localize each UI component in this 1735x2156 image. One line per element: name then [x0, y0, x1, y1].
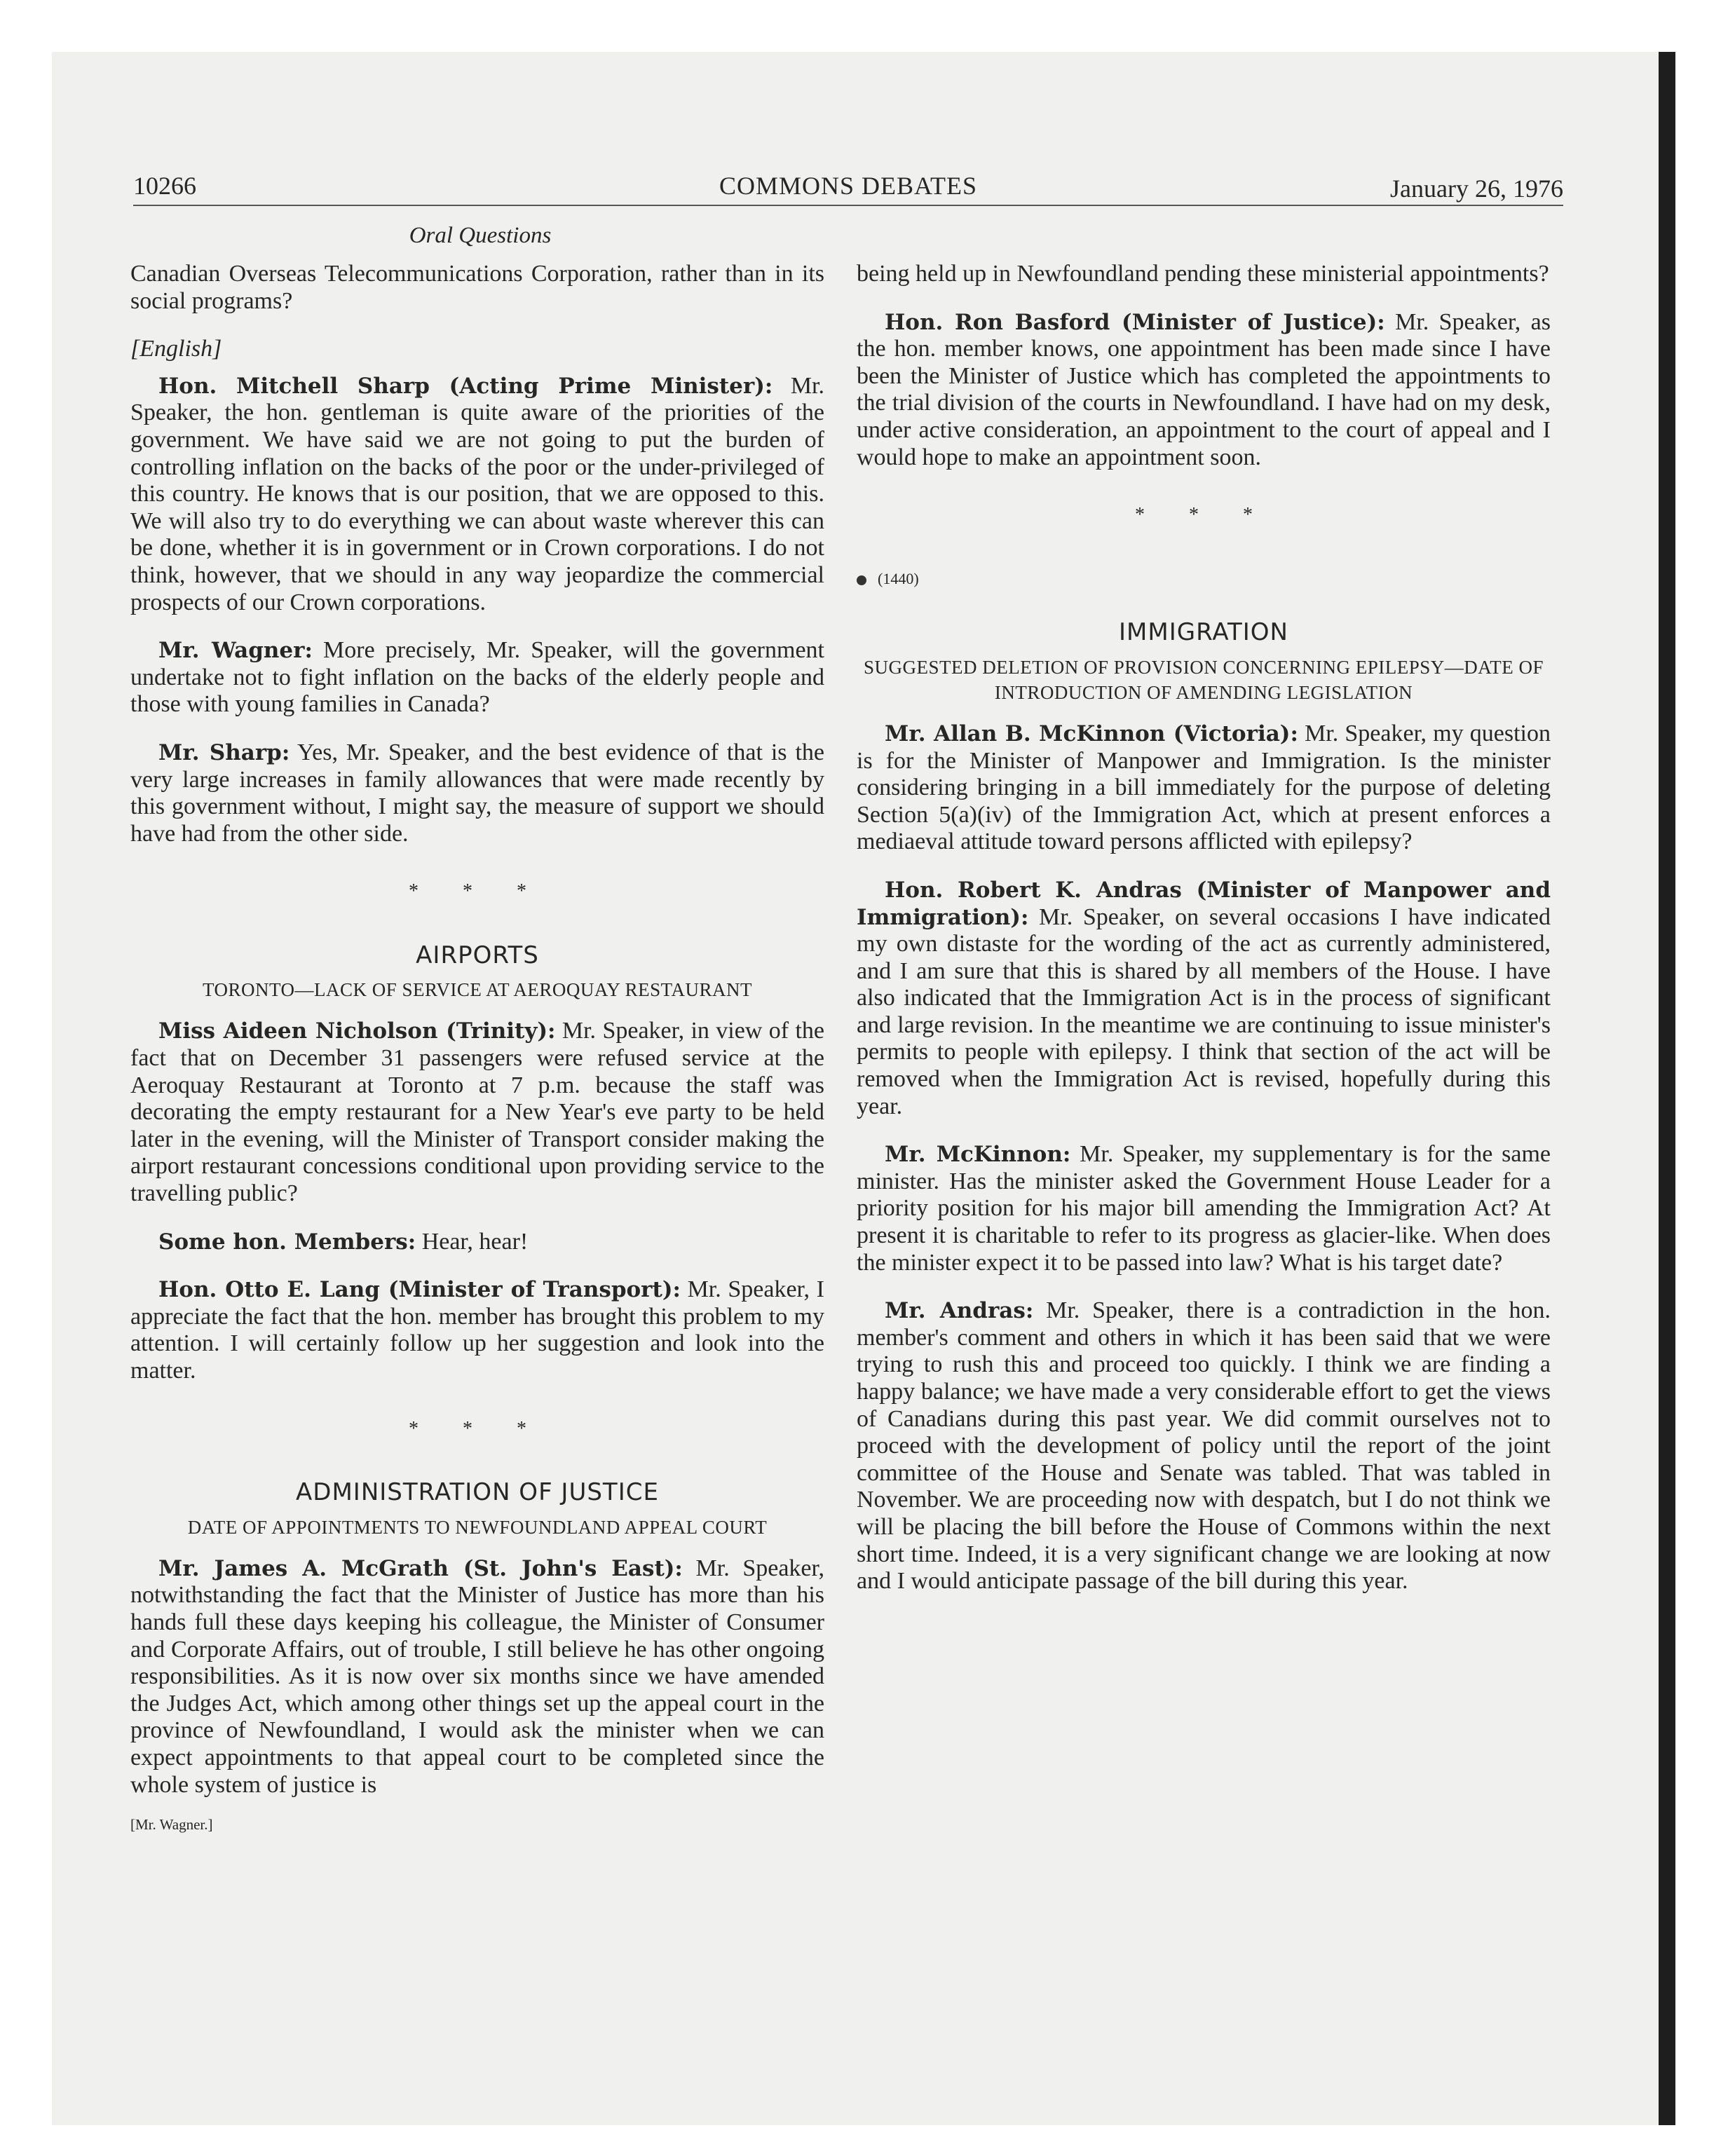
paragraph — [857, 721, 1551, 856]
speech-text: Hear, hear! — [416, 1228, 529, 1255]
section-subtitle: SUGGESTED DELETION OF PROVISION CONCERNING EPILEPSY—DATE OF INTRODUCTION OF AMENDING LEGISLATION — [863, 656, 1544, 703]
paragraph — [130, 1018, 824, 1207]
speaker-name: Mr. McKinnon: — [885, 1142, 1071, 1168]
paragraph: Canadian Overseas Telecommunications Corporation, rather than in its social programs? — [130, 261, 824, 314]
language-marker: [English] — [130, 336, 222, 362]
speech-text: Mr. Speaker, as the hon. member knows, one appointment has been made since I have been the Minister of Justice which has completed the appointments to the trial division of the courts in Newfoundland. I have had on my desk, under active consideration, an appointment to the court of appeal and I would hope to make an appointment soon. — [857, 308, 1551, 470]
paragraph — [857, 877, 1551, 1120]
paragraph — [130, 637, 824, 718]
publication-date: January 26, 1976 — [1390, 175, 1563, 203]
paragraph — [857, 1297, 1551, 1595]
section-title: ADMINISTRATION OF JUSTICE — [296, 1478, 659, 1507]
speaker-name: Mr. Allan B. McKinnon (Victoria): — [885, 721, 1298, 746]
speech-text: Mr. Speaker, I appreciate the fact that the hon. member has brought this problem to my attention. I will certainly follow up her suggestion and look into the matter. — [130, 1276, 824, 1384]
speaker-name: Mr. Sharp: — [158, 739, 290, 765]
section-separator: * * * — [409, 880, 546, 903]
time-marker-text: (1440) — [878, 569, 919, 587]
scan-edge-bar — [1659, 52, 1675, 2125]
speech-text: More precisely, Mr. Speaker, will the government undertake not to fight inflation on the backs of the elderly people and those with young families in Canada? — [130, 637, 824, 718]
paragraph — [857, 309, 1551, 472]
section-subtitle: TORONTO—LACK OF SERVICE AT AEROQUAY RESTAURANT — [202, 979, 752, 1001]
speaker-name: Hon. Robert K. Andras (Minister of Manpower and Immigration): — [857, 877, 1551, 930]
paragraph — [130, 1229, 824, 1256]
section-subtitle: DATE OF APPOINTMENTS TO NEWFOUNDLAND APPEAL COURT — [187, 1516, 768, 1538]
paragraph — [130, 1555, 824, 1799]
footnote: [Mr. Wagner.] — [130, 1816, 213, 1834]
section-title: IMMIGRATION — [1119, 618, 1288, 647]
speech-text: Mr. Speaker, the hon. gentleman is quite aware of the priorities of the government. We have said we are not going to put the burden of controlling inflation on the backs of the poor or the under-privileged of this country. He knows that is our position, that we are opposed to this. We will also try to do everything we can about waste wherever this can be done, whether it is in government or in Crown corporations. I do not think, however, that we should in any way jeopardize the commercial prospects of our Crown corporations. — [130, 372, 824, 615]
speaker-name: Hon. Ron Basford (Minister of Justice): — [885, 309, 1385, 335]
paragraph: being held up in Newfoundland pending these ministerial appointments? — [857, 261, 1549, 287]
paragraph — [857, 1141, 1551, 1276]
speaker-name: Hon. Mitchell Sharp (Acting Prime Minister): — [158, 373, 773, 399]
paragraph — [130, 1276, 824, 1384]
speech-text: Mr. Speaker, notwithstanding the fact that the Minister of Justice has more than his hands full these days keeping his colleague, the Minister of Consumer and Corporate Affairs, out of trouble, I still believe he has other ongoing responsibilities. As it is now over six months since we have amended the Judges Act, which among other things set up the appeal court in the province of Newfoundland, I would ask the minister when we can expect appointments to that appeal court to be completed since the whole system of justice is — [130, 1555, 824, 1798]
bullet-dot-icon — [857, 575, 866, 585]
publication-title: COMMONS DEBATES — [719, 172, 978, 200]
left-column — [130, 261, 824, 1860]
section-title: AIRPORTS — [416, 941, 539, 969]
speech-text: Yes, Mr. Speaker, and the best evidence of that is the very large increases in family allowances that were made recently by this government without, I might say, the measure of support we should have had from the other side. — [130, 739, 824, 847]
section-separator: * * * — [409, 1417, 546, 1440]
speaker-name: Hon. Otto E. Lang (Minister of Transport): — [158, 1277, 681, 1303]
speaker-name: Some hon. Members: — [158, 1229, 416, 1255]
time-marker — [857, 566, 1551, 593]
running-subhead: Oral Questions — [409, 223, 552, 248]
speaker-name: Mr. Wagner: — [158, 638, 313, 664]
right-column — [857, 261, 1551, 1616]
page-number: 10266 — [133, 172, 196, 200]
speech-text: Mr. Speaker, on several occasions I have indicated my own distaste for the wording of the act as currently administered, and I am sure that this is shared by all members of the House. I have also indicated that the Immigration Act is in the process of significant and large revision. In the meantime we are continuing to issue minister's permits to people with epilepsy. I think that section of the act will be removed when the Immigration Act is revised, hopefully during this year. — [857, 903, 1551, 1119]
speech-text: Mr. Speaker, there is a contradiction in the hon. member's comment and others in which it has been said that we were trying to rush this and proceed too quickly. I think we are finding a happy balance; we have made a very considerable effort to get the views of Canadians during this past year. We did commit ourselves not to proceed with the development of policy until the report of the joint committee of the House and Senate was tabled. That was tabled in November. We are proceeding now with despatch, but I do not think we will be placing the bill before the House of Commons within the next short time. Indeed, it is a very significant change we are looking at now and I would anticipate passage of the bill during this year. — [857, 1297, 1551, 1595]
speaker-name: Mr. Andras: — [885, 1298, 1034, 1324]
speech-text: Mr. Speaker, my question is for the Minister of Manpower and Immigration. Is the minister considering bringing in a bill immediately for the purpose of deleting Section 5(a)(iv) of the Immigration Act, which at present enforces a mediaeval attitude toward persons afflicted with epilepsy? — [857, 720, 1551, 855]
speech-text: Mr. Speaker, in view of the fact that on December 31 passengers were refused service at the Aeroquay Restaurant at Toronto at 7 p.m. because the staff was decorating the empty restaurant for a New Year's eve party to be held later in the evening, will the Minister of Transport consider making the airport restaurant concessions conditional upon providing service to the travelling public? — [130, 1018, 824, 1207]
paragraph — [130, 373, 824, 616]
speech-text: Mr. Speaker, my supplementary is for the same minister. Has the minister asked the Government House Leader for a priority position for his major bill amending the Immigration Act? At present it is charitable to refer to its progress as glacier-like. When does the minister expect it to be passed into law? What is his target date? — [857, 1141, 1551, 1276]
speaker-name: Mr. James A. McGrath (St. John's East): — [158, 1555, 683, 1581]
speaker-name: Miss Aideen Nicholson (Trinity): — [158, 1018, 556, 1044]
paragraph — [130, 739, 824, 847]
section-separator: * * * — [1135, 504, 1272, 526]
page-header — [133, 168, 1563, 206]
